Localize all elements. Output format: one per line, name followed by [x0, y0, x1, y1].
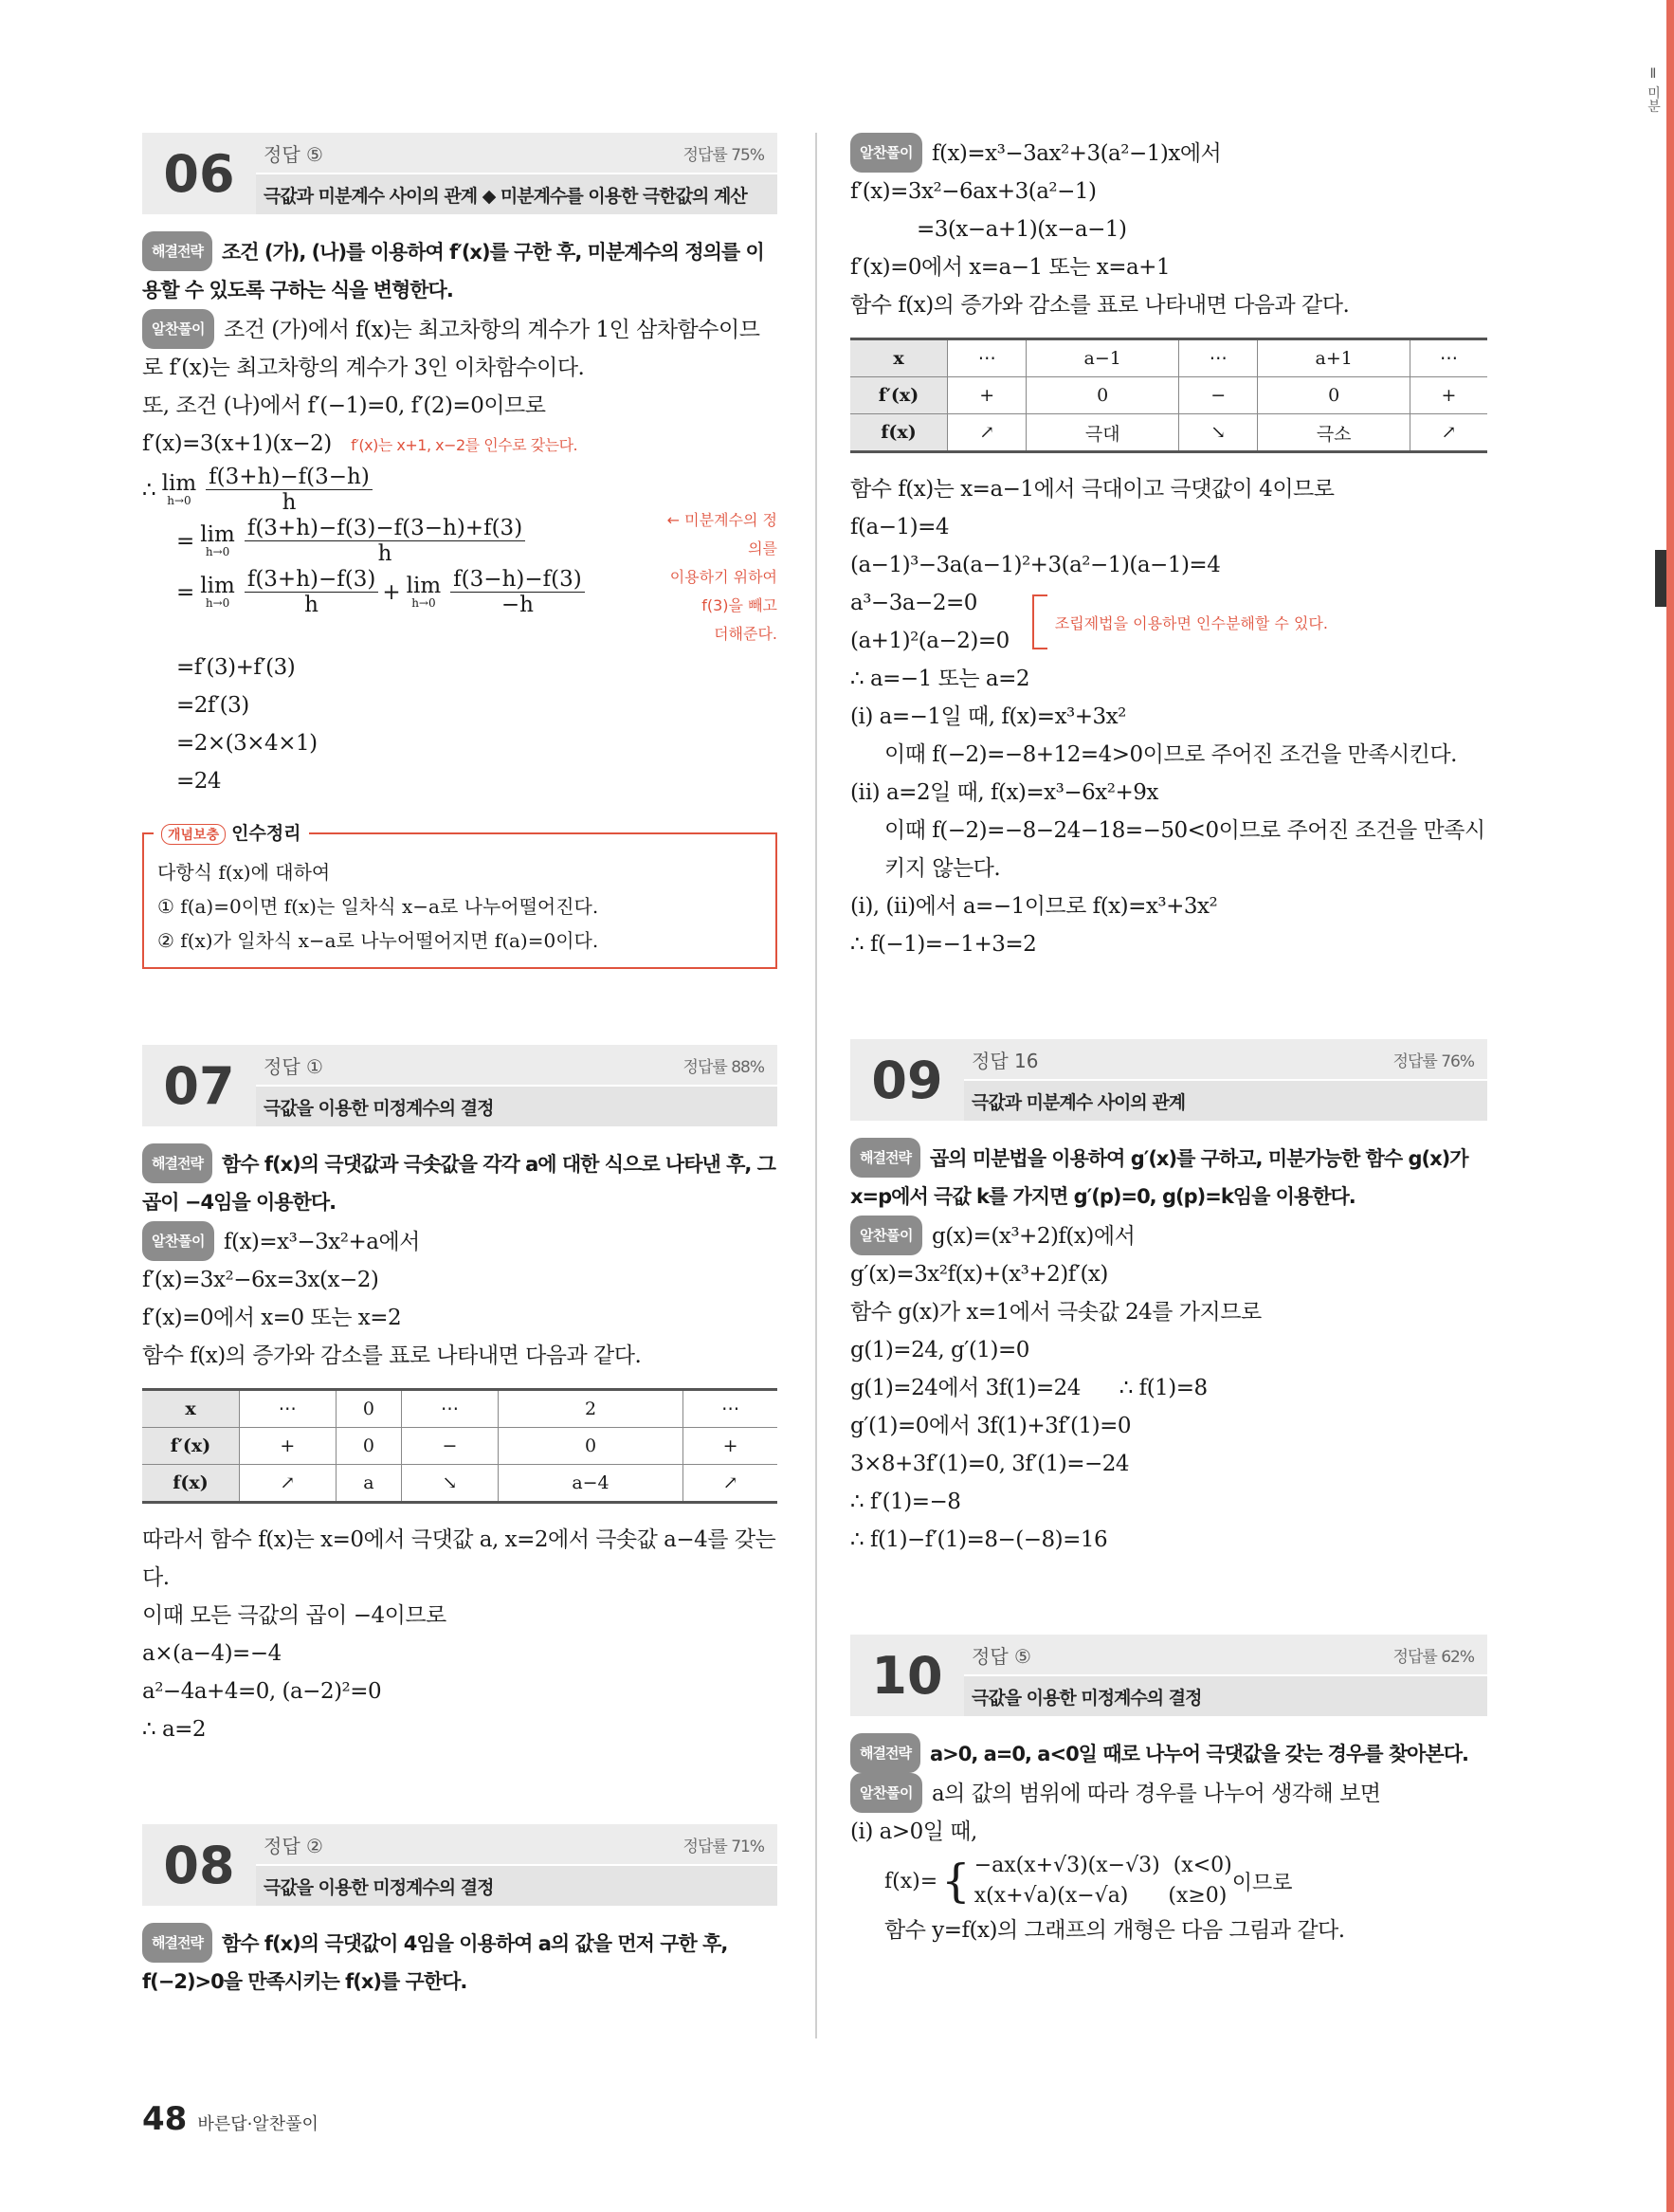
fraction-numerator: f(3+h)−f(3)−f(3−h)+f(3) [245, 516, 525, 541]
table-cell: f(x) [142, 1465, 240, 1503]
table-cell: 0 [498, 1428, 682, 1465]
solution-line: =3(x−a+1)(x−a−1) [917, 217, 1127, 242]
strategy-text: 함수 f(x)의 극댓값이 4임을 이용하여 a의 값을 먼저 구한 후, f(−2)>0을 만족시키는 f(x)를 구한다. [142, 1932, 728, 1993]
solution-line: 함수 f(x)는 x=a−1에서 극대이고 극댓값이 4이므로 [850, 477, 1335, 502]
lim-symbol: lim [406, 574, 442, 599]
solution-line: (ⅰ), (ⅱ)에서 a=−1이므로 f(x)=x³+3x² [850, 894, 1218, 919]
solution-paragraph [142, 1221, 777, 1261]
table-cell: ⋯ [402, 1390, 499, 1428]
margin-note: 조립제법을 이용하면 인수분해할 수 있다. [1054, 613, 1328, 632]
strategy-paragraph [142, 1143, 777, 1221]
problem-topic: 극값을 이용한 미정계수의 결정 [964, 1676, 1487, 1716]
correct-rate: 정답률 76% [1392, 1051, 1474, 1071]
correct-rate: 정답률 62% [1392, 1647, 1474, 1667]
concept-title [154, 819, 309, 845]
table-cell: ⋯ [1178, 339, 1257, 377]
solution-text: 조건 (가)에서 f(x)는 최고차항의 계수가 1인 삼차함수이므로 f′(x)는 최고차항의 계수가 3인 이차함수이다. [142, 318, 760, 380]
margin-note: 더해준다. [714, 625, 777, 643]
table-cell: a−4 [498, 1465, 682, 1503]
lim-subscript: h→0 [205, 545, 230, 559]
side-tab-mark [1655, 550, 1666, 607]
solution-line: ∴ f′(1)=−8 [850, 1490, 961, 1514]
table-cell: ↗ [1410, 414, 1487, 452]
solution-text: g(1)=24에서 3f(1)=24 [850, 1376, 1081, 1400]
solution-line: 또, 조건 (나)에서 f′(−1)=0, f′(2)=0이므로 [142, 393, 546, 418]
lim-symbol: lim [200, 574, 235, 599]
concept-line: ② f(x)가 일차식 x−a로 나누어떨어지면 f(a)=0이다. [157, 929, 599, 952]
table-cell: f′(x) [850, 377, 948, 414]
concept-box [142, 823, 777, 969]
problem-topic: 극값을 이용한 미정계수의 결정 [256, 1866, 777, 1906]
concept-line: 다항식 f(x)에 대하여 [157, 861, 331, 884]
table-cell: 극대 [1027, 414, 1179, 452]
solution-line: =2×(3×4×1) [176, 731, 318, 756]
fraction-numerator: f(3+h)−f(3−h) [206, 465, 373, 490]
strategy-text: 조건 (가), (나)를 이용하여 f′(x)를 구한 후, 미분계수의 정의를 이용할 수 있도록 구하는 식을 변형한다. [142, 241, 764, 302]
concept-title-text: 인수정리 [231, 823, 301, 844]
correct-rate: 정답률 88% [682, 1057, 764, 1077]
strategy-text: a>0, a=0, a<0일 때로 나누어 극댓값을 갖는 경우를 찾아본다. [929, 1743, 1468, 1765]
strategy-badge: 해결전략 [142, 1923, 212, 1963]
page-number: 48 [142, 2100, 188, 2138]
table-cell: ⋯ [683, 1390, 777, 1428]
solution-line: (a−1)³−3a(a−1)²+3(a²−1)(a−1)=4 [850, 553, 1221, 577]
plus-sign: + [382, 579, 401, 605]
page-footer-title: 바른답·알찬풀이 [197, 2114, 318, 2134]
solution-line: 함수 y=f(x)의 그래프의 개형은 다음 그림과 같다. [884, 1918, 1345, 1943]
table-cell: x [850, 339, 948, 377]
solution-line: f(a−1)=4 [850, 515, 949, 539]
table-cell: − [1178, 377, 1257, 414]
fraction-denominator: h [304, 593, 318, 618]
limit-line [142, 465, 654, 516]
table-cell: f′(x) [142, 1428, 240, 1465]
solution-paragraph [850, 1773, 1487, 1813]
piecewise-function [850, 1851, 1487, 1911]
table-cell: 2 [498, 1390, 682, 1428]
limit-line [142, 516, 654, 567]
solution-line [850, 1369, 1487, 1407]
solution-line: f′(x)=0에서 x=0 또는 x=2 [142, 1306, 402, 1330]
problem-number: 09 [871, 1050, 943, 1110]
solution-paragraph [850, 1216, 1487, 1255]
piece-condition: (x≥0) [1168, 1884, 1228, 1908]
margin-note-block [654, 465, 777, 649]
concept-tag: 개념보충 [161, 824, 226, 845]
problem-number: 07 [163, 1055, 235, 1116]
solution-line: g′(1)=0에서 3f(1)+3f′(1)=0 [850, 1414, 1132, 1438]
correct-rate: 정답률 71% [682, 1837, 764, 1856]
lim-symbol: lim [161, 471, 197, 497]
answer-label: 정답 ⑤ [972, 1644, 1031, 1668]
fraction-denominator: h [377, 541, 392, 567]
derivative-expression: f′(x)=3(x+1)(x−2) [142, 431, 332, 456]
right-column [850, 133, 1487, 1949]
solution-line: 함수 g(x)가 x=1에서 극솟값 24를 가지므로 [850, 1300, 1262, 1325]
solution-line: ∴ f(−1)=−1+3=2 [850, 932, 1037, 957]
solution-line: 따라서 함수 f(x)는 x=0에서 극댓값 a, x=2에서 극솟값 a−4를 갖는다. [142, 1527, 776, 1590]
solution-line: f′(x)=3x²−6x=3x(x−2) [142, 1268, 379, 1292]
sign-table [142, 1388, 777, 1504]
strategy-paragraph [850, 1138, 1487, 1216]
table-cell: ↘ [1178, 414, 1257, 452]
table-cell: 0 [1258, 377, 1410, 414]
table-cell: ↗ [948, 414, 1027, 452]
solution-badge: 알찬풀이 [850, 1773, 922, 1813]
table-cell: ↗ [240, 1465, 337, 1503]
therefore-symbol: ∴ [142, 477, 156, 503]
answer-label: 정답 16 [972, 1049, 1039, 1072]
problem-topic: 극값을 이용한 미정계수의 결정 [256, 1087, 777, 1126]
margin-note: 이용하기 위하여 [669, 568, 777, 586]
strategy-badge: 해결전략 [142, 1143, 212, 1183]
answer-label: 정답 ① [264, 1054, 323, 1078]
lim-subscript: h→0 [205, 596, 230, 611]
problem-number: 10 [871, 1645, 943, 1706]
piece-expression: x(x+√a)(x−√a) [973, 1884, 1129, 1908]
left-column [142, 133, 777, 2001]
solution-text: g(x)=(x³+2)f(x)에서 [931, 1224, 1136, 1249]
concept-line: ① f(a)=0이면 f(x)는 일차식 x−a로 나누어떨어진다. [157, 895, 599, 918]
margin-note: ← 미분계수의 정의를 [666, 511, 777, 558]
table-cell: ↗ [683, 1465, 777, 1503]
solution-line: g(1)=24, g′(1)=0 [850, 1338, 1029, 1362]
solution-line: 이때 f(−2)=−8+12=4>0이므로 주어진 조건을 만족시킨다. [884, 742, 1457, 767]
page-footer [142, 2100, 318, 2138]
solution-line: 3×8+3f′(1)=0, 3f′(1)=−24 [850, 1452, 1130, 1476]
solution-text: ∴ f(1)=8 [1119, 1376, 1208, 1400]
piece-suffix: 이므로 [1231, 1871, 1293, 1895]
solution-line: ∴ a=−1 또는 a=2 [850, 667, 1030, 691]
piece-expression: −ax(x+√3)(x−√3) [973, 1854, 1160, 1877]
problem-08-header [142, 1824, 777, 1906]
solution-line: a²−4a+4=0, (a−2)²=0 [142, 1679, 382, 1704]
solution-paragraph [850, 133, 1487, 173]
solution-line: 이때 f(−2)=−8−24−18=−50<0이므로 주어진 조건을 만족시키지 않는다. [884, 818, 1485, 881]
solution-line: 함수 f(x)의 증가와 감소를 표로 나타내면 다음과 같다. [142, 1344, 642, 1368]
solution-line: =f′(3)+f′(3) [176, 655, 296, 680]
table-cell: + [683, 1428, 777, 1465]
solution-line [142, 425, 777, 465]
table-cell: 0 [1027, 377, 1179, 414]
table-cell: ⋯ [1410, 339, 1487, 377]
lim-subscript: h→0 [411, 596, 436, 611]
table-cell: ↘ [402, 1465, 499, 1503]
solution-line: f′(x)=0에서 x=a−1 또는 x=a+1 [850, 255, 1171, 280]
problem-number: 08 [163, 1835, 235, 1895]
piece-condition: (x<0) [1173, 1854, 1232, 1877]
solution-text: f(x)=x³−3ax²+3(a²−1)x에서 [931, 141, 1222, 166]
sign-table [850, 338, 1487, 453]
fraction-numerator: f(3−h)−f(3) [450, 567, 585, 593]
solution-line: =2f′(3) [176, 693, 249, 718]
solution-badge: 알찬풀이 [850, 1216, 922, 1255]
solution-line: a×(a−4)=−4 [142, 1641, 282, 1666]
solution-line: (ⅱ) a=2일 때, f(x)=x³−6x²+9x [850, 780, 1158, 805]
table-cell: 0 [336, 1390, 402, 1428]
solution-line: 함수 f(x)의 증가와 감소를 표로 나타내면 다음과 같다. [850, 293, 1350, 318]
side-chapter-text: Ⅱ 미분 [1646, 66, 1661, 113]
table-cell: + [948, 377, 1027, 414]
table-cell: a [336, 1465, 402, 1503]
answer-label: 정답 ② [264, 1834, 323, 1857]
lim-subscript: h→0 [167, 494, 191, 508]
solution-line: g′(x)=3x²f(x)+(x³+2)f′(x) [850, 1262, 1108, 1287]
fraction-numerator: f(3+h)−f(3) [245, 567, 379, 593]
strategy-text: 곱의 미분법을 이용하여 g′(x)를 구하고, 미분가능한 함수 g(x)가 x=p에서 극값 k를 가지면 g′(p)=0, g(p)=k임을 이용한다. [850, 1147, 1468, 1208]
margin-note: f(3)을 빼고 [701, 596, 777, 614]
table-cell: ⋯ [240, 1390, 337, 1428]
problem-topic: 극값과 미분계수 사이의 관계 ◆ 미분계수를 이용한 극한값의 계산 [256, 174, 777, 214]
table-cell: x [142, 1390, 240, 1428]
solution-line: (ⅰ) a=−1일 때, f(x)=x³+3x² [850, 704, 1126, 729]
table-cell: a−1 [1027, 339, 1179, 377]
fraction-denominator: −h [500, 593, 534, 618]
table-cell: ⋯ [948, 339, 1027, 377]
problem-07-header [142, 1045, 777, 1126]
solution-badge: 알찬풀이 [142, 309, 214, 349]
problem-topic: 극값과 미분계수 사이의 관계 [964, 1081, 1487, 1121]
table-cell: f(x) [850, 414, 948, 452]
correct-rate: 정답률 75% [682, 145, 764, 165]
side-strip [1666, 0, 1674, 2212]
solution-line: a³−3a−2=0 [850, 591, 977, 615]
solution-line: ∴ f(1)−f′(1)=8−(−8)=16 [850, 1527, 1108, 1552]
solution-line: =24 [176, 769, 222, 794]
solution-text: a의 값의 범위에 따라 경우를 나누어 생각해 보면 [931, 1782, 1381, 1806]
table-cell: 0 [336, 1428, 402, 1465]
solution-badge: 알찬풀이 [142, 1221, 214, 1261]
solution-line: f′(x)=3x²−6ax+3(a²−1) [850, 179, 1097, 204]
problem-09-header [850, 1039, 1487, 1121]
answer-label: 정답 ⑤ [264, 142, 323, 166]
solution-line: (ⅰ) a>0일 때, [850, 1819, 977, 1844]
solution-paragraph [142, 309, 777, 387]
strategy-badge: 해결전략 [142, 231, 212, 271]
strategy-paragraph [142, 1923, 777, 2001]
table-cell: a+1 [1258, 339, 1410, 377]
margin-note: f′(x)는 x+1, x−2를 인수로 갖는다. [351, 436, 578, 454]
solution-line: 이때 모든 극값의 곱이 −4이므로 [142, 1603, 446, 1628]
strategy-text: 함수 f(x)의 극댓값과 극솟값을 각각 a에 대한 식으로 나타낸 후, 그 곱이 −4임을 이용한다. [142, 1153, 775, 1214]
solution-badge: 알찬풀이 [850, 133, 922, 173]
problem-06-header [142, 133, 777, 214]
note-bracket [1032, 594, 1047, 649]
column-divider [815, 133, 817, 2038]
limit-line [142, 567, 654, 618]
strategy-badge: 해결전략 [850, 1138, 920, 1178]
solution-text: f(x)=x³−3x²+a에서 [223, 1230, 420, 1254]
problem-10-header [850, 1635, 1487, 1716]
piecewise-label: f(x)= [884, 1869, 938, 1893]
table-cell: + [1410, 377, 1487, 414]
problem-number: 06 [163, 143, 235, 204]
table-cell: + [240, 1428, 337, 1465]
solution-line: ∴ a=2 [142, 1717, 207, 1742]
brace-icon: { [941, 1855, 971, 1908]
strategy-badge: 해결전략 [850, 1733, 920, 1773]
strategy-paragraph [850, 1733, 1487, 1773]
solution-line: (a+1)²(a−2)=0 [850, 629, 1010, 653]
table-cell: 극소 [1258, 414, 1410, 452]
lim-symbol: lim [200, 522, 235, 548]
equals-sign: = [176, 528, 195, 554]
fraction-denominator: h [282, 490, 297, 516]
table-cell: − [402, 1428, 499, 1465]
strategy-paragraph [142, 231, 777, 309]
equals-sign: = [176, 579, 195, 605]
